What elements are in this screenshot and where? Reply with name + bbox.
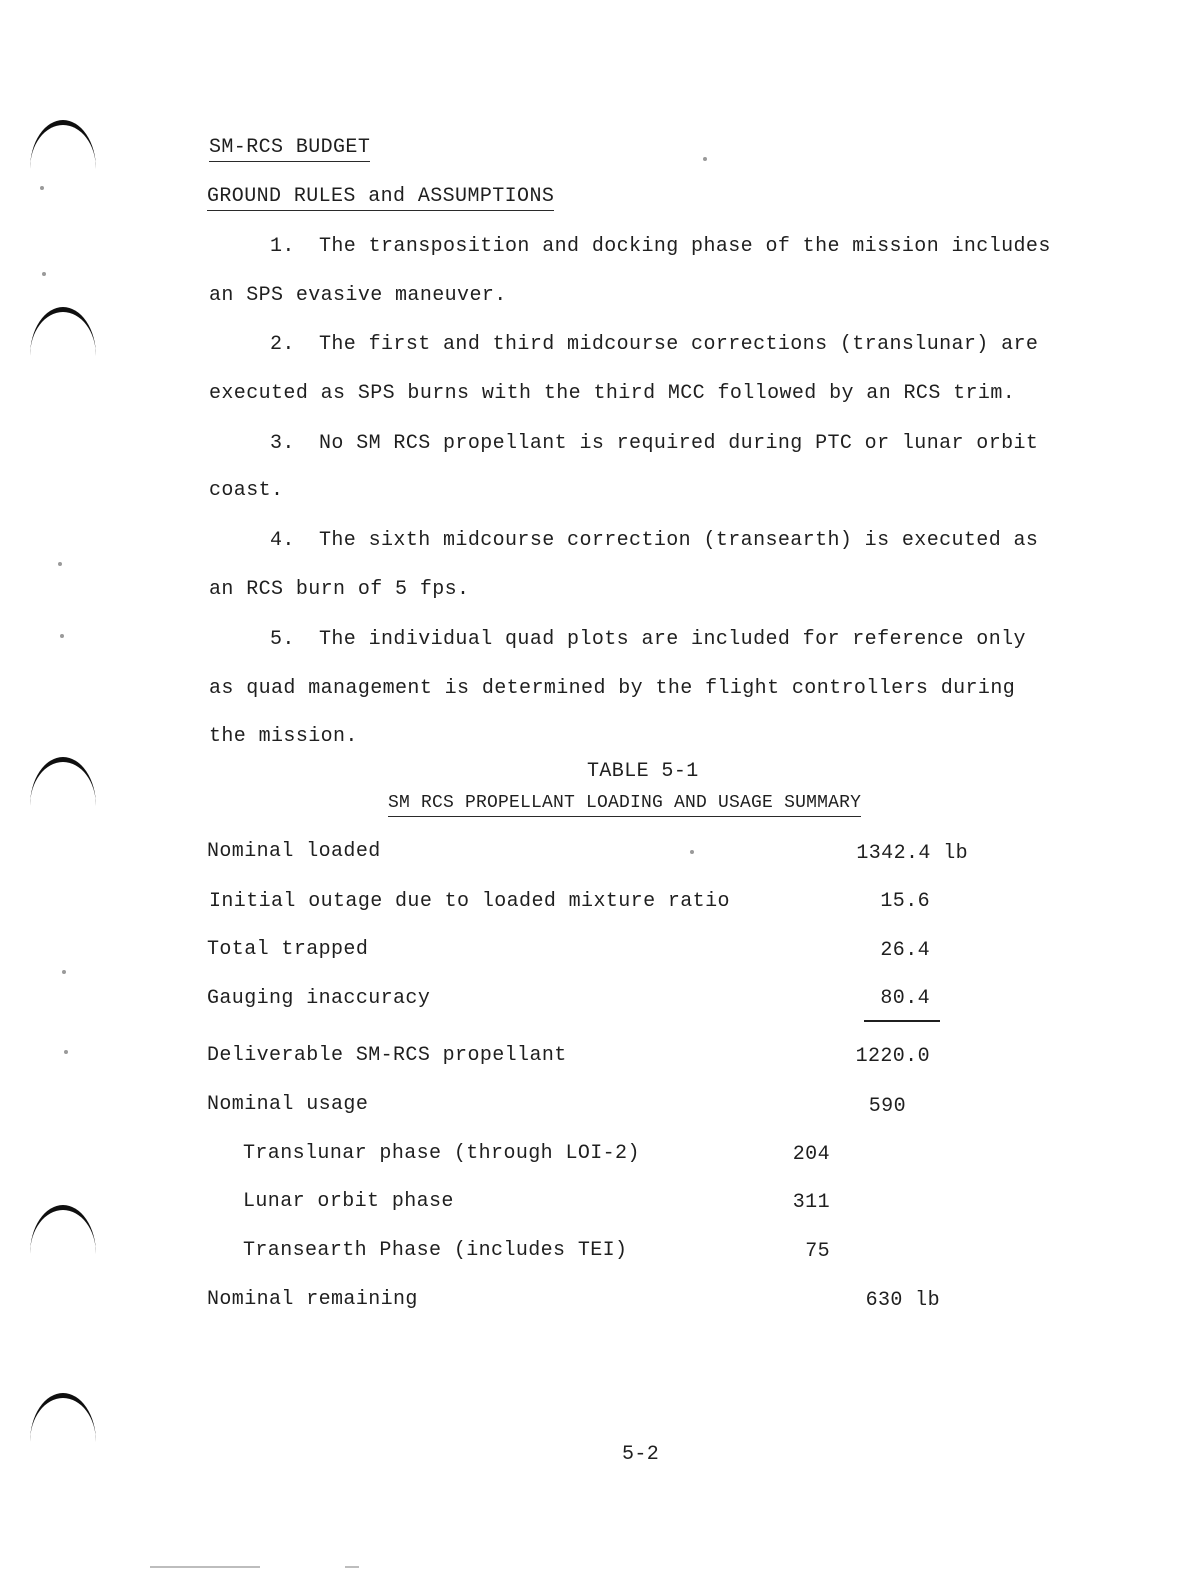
table-number: TABLE 5-1 [587, 760, 699, 783]
table-row-value: 311 [792, 1191, 830, 1214]
table-row-value: 1342.4 lb [856, 842, 968, 865]
rule-text: an SPS evasive maneuver. [209, 284, 507, 307]
table-row-label: Initial outage due to loaded mixture ratio [209, 890, 730, 913]
scan-edge-mark [345, 1566, 359, 1568]
rule-text: The individual quad plots are included for reference only [319, 628, 1026, 651]
table-row-value: 75 [805, 1240, 830, 1263]
table-row-label: Nominal remaining [207, 1288, 418, 1311]
scan-edge-mark [150, 1566, 260, 1568]
table-row-label: Nominal loaded [207, 840, 381, 863]
table-row-value: 80.4 [880, 987, 930, 1010]
scan-speck [690, 850, 694, 854]
binder-hole-mark [30, 120, 96, 169]
rule-number: 5. [270, 628, 295, 651]
scan-speck [42, 272, 46, 276]
table-row-value: 26.4 [880, 939, 930, 962]
rule-text: No SM RCS propellant is required during PTC or lunar orbit [319, 432, 1039, 455]
rule-number: 3. [270, 432, 295, 455]
scan-speck [62, 970, 66, 974]
rule-text: as quad management is determined by the flight controllers during [209, 677, 1016, 700]
rule-text: The first and third midcourse corrections (translunar) are [319, 333, 1039, 356]
rule-text: the mission. [209, 725, 358, 748]
rule-number: 4. [270, 529, 295, 552]
rule-text: an RCS burn of 5 fps. [209, 578, 470, 601]
table-row-label: Total trapped [207, 938, 369, 961]
table-row-label: Deliverable SM-RCS propellant [207, 1044, 567, 1067]
subsection-title: GROUND RULES and ASSUMPTIONS [207, 185, 554, 211]
binder-hole-mark [30, 1205, 96, 1254]
table-row-value: 630 lb [865, 1289, 940, 1312]
table-row-value: 590 [868, 1095, 906, 1118]
scan-speck [40, 186, 44, 190]
binder-hole-mark [30, 757, 96, 806]
table-row-value: 1220.0 [855, 1045, 930, 1068]
section-title: SM-RCS BUDGET [209, 136, 370, 162]
table-row-label: Nominal usage [207, 1093, 369, 1116]
table-row-value: 15.6 [880, 890, 930, 913]
scan-speck [703, 157, 707, 161]
rule-number: 2. [270, 333, 295, 356]
scan-speck [58, 562, 62, 566]
scan-speck [60, 634, 64, 638]
table-row-value: 204 [792, 1143, 830, 1166]
table-row-label: Gauging inaccuracy [207, 987, 431, 1010]
scan-speck [64, 1050, 68, 1054]
binder-hole-mark [30, 1393, 96, 1442]
sum-rule [864, 1020, 940, 1022]
rule-number: 1. [270, 235, 295, 258]
table-title: SM RCS PROPELLANT LOADING AND USAGE SUMMARY [388, 791, 861, 817]
rule-text: The transposition and docking phase of the mission includes [319, 235, 1051, 258]
table-row-label: Translunar phase (through LOI-2) [243, 1142, 640, 1165]
rule-text: executed as SPS burns with the third MCC followed by an RCS trim. [209, 382, 1016, 405]
rule-text: The sixth midcourse correction (transearth) is executed as [319, 529, 1039, 552]
page-number: 5-2 [622, 1443, 660, 1466]
table-row-label: Transearth Phase (includes TEI) [243, 1239, 628, 1262]
table-row-label: Lunar orbit phase [243, 1190, 454, 1213]
binder-hole-mark [30, 307, 96, 356]
rule-text: coast. [209, 479, 284, 502]
